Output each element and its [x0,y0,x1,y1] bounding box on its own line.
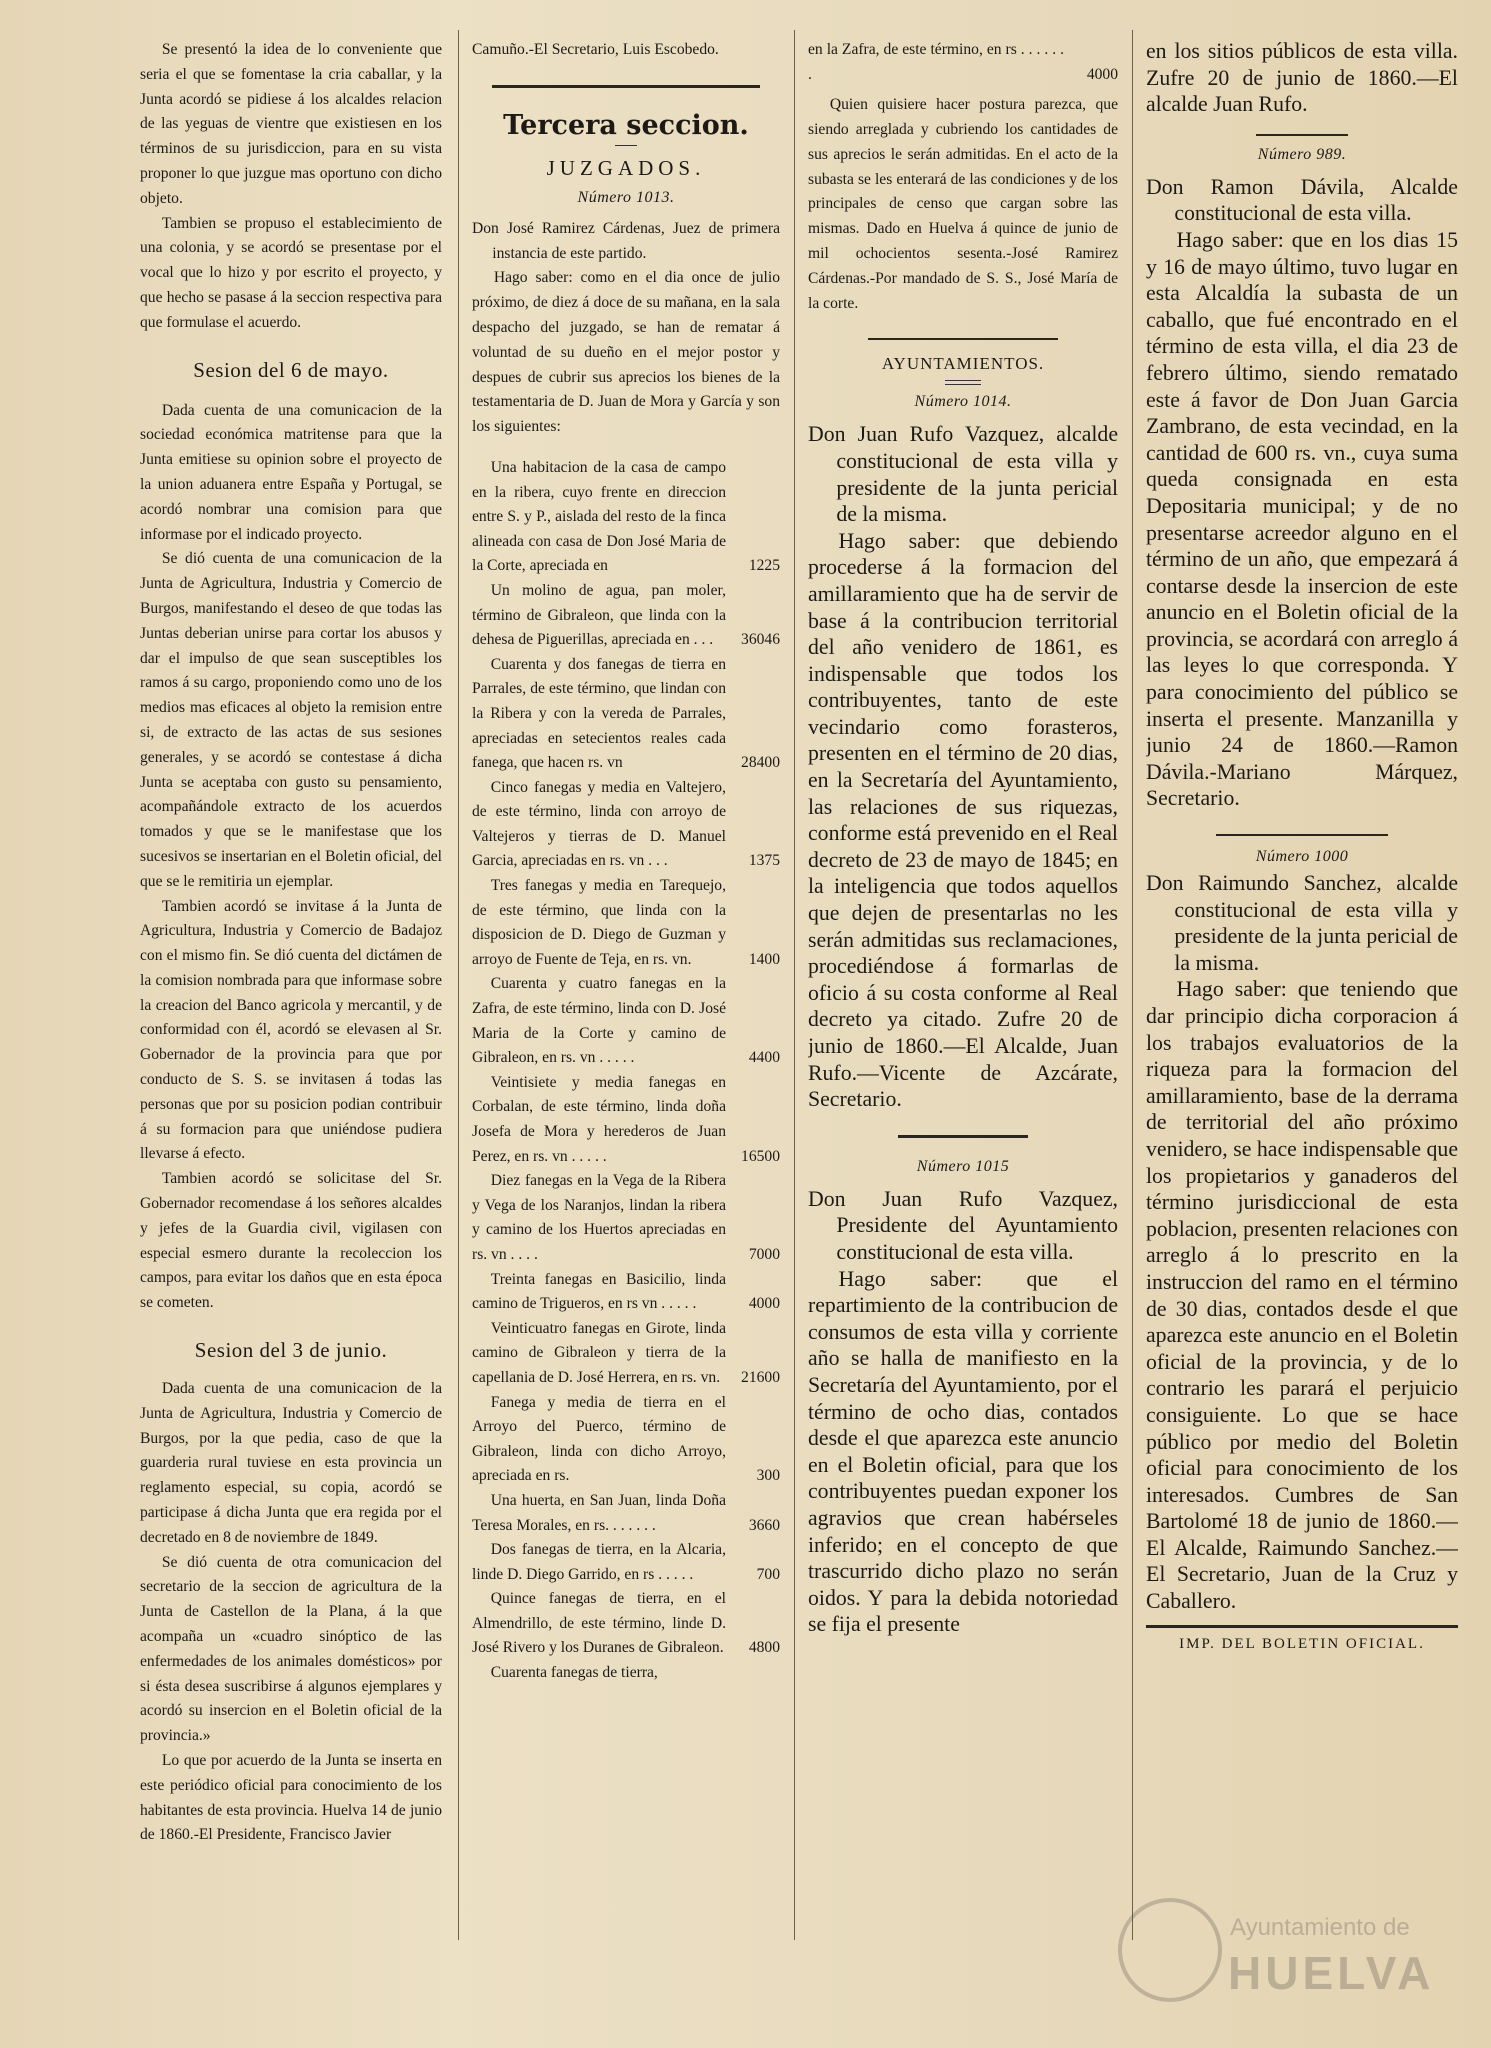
column-rule [1132,30,1133,1940]
column-rule [458,30,459,1940]
paragraph: Quien quisiere hacer postura parezca, que siendo arreglada y cubriendo los cantidades de sus aprecios le serán admitidas. En el acto de la subasta se les enterará de las condiciones y de los principales de censo que cargan sobre las mismas. Dado en Huelva á quince de junio de mil ochocientos sesenta.-José Ramirez Cárdenas.-Por mandado de S. S., José María de la corte. [808,96,1118,312]
paragraph: Hago saber: como en el dia once de julio próximo, de diez á doce de su mañana, en la sala despacho del juzgado, se han de rematar á voluntad de su dueño en el mejor postor y despues de cubrir sus aprecios los bienes de la testamentaria de D. Juan de Mora y García y son los siguientes: [472,269,780,436]
property-item [472,1538,780,1587]
property-text: Una habitacion de la casa de campo en la ribera, cuyo frente en direccion entre S. y P., aislada del resto de la finca alineada con casa de Don José Maria de la Corte, apreciada en [472,458,726,575]
property-item [472,1169,780,1267]
property-item [472,1489,780,1538]
property-text: Una huerta, en San Juan, linda Doña Teresa Morales, en rs. . . . . . . [472,1491,726,1534]
property-value: 3660 [748,1516,780,1534]
property-value: 4000 [748,1295,780,1313]
announcement-number: Número 1014. [914,393,1012,411]
paragraph: Se dió cuenta de otra comunicacion del secretario de la seccion de agricultura de la Junta de Castellon de la Plana, á la que acompaña un «cuadro sinóptico de las enfermedades de los animales domésticos» por si ésta desea suscribirse á algunos ejemplares y acordó su insercion en el Boletin oficial de la provincia.» [140,1553,442,1745]
property-item [472,1587,780,1661]
continued-text: en los sitios públicos de esta villa. Zufre 20 de junio de 1860.—El alcalde Juan Rufo. [1146,39,1458,117]
watermark-line-1: Ayuntamiento de [1230,1914,1410,1941]
paragraph: Dada cuenta de una comunicacion de la Junta de Agricultura, Industria y Comercio de Burgos, por la que pedia, caso de que la guarderia rural tuviese en esta provincia un reglamento especial, su copia, acordó se participase á dicha Junta que era regida por el decretado en 8 de noviembre de 1849. [140,1380,442,1546]
divider [492,85,760,88]
paragraph: Lo que por acuerdo de la Junta se inserta en este periódico oficial para conocimiento de los habitantes de esta provincia. Huelva 14 de junio de 1860.-El Presidente, Francisco Javier [140,1752,442,1844]
property-text: Cuarenta y dos fanegas de tierra en Parrales, de este término, que lindan con la Ribera y con la vereda de Parrales, apreciadas en setecientos reales cada fanega, que hacen rs. vn [472,655,726,772]
archive-watermark [1110,1888,1480,2038]
announcement-number: Número 1013. [577,188,675,206]
property-value: 300 [756,1467,780,1485]
session-heading: Sesion del 3 de junio. [194,1338,388,1363]
property-list [472,456,780,1686]
property-value: 36046 [741,631,780,649]
subsection-title: JUZGADOS. [546,155,706,180]
divider [1216,834,1388,836]
property-item [472,653,780,776]
divider [1256,134,1348,136]
announcement-number: Número 1015 [916,1157,1010,1175]
property-value: 700 [756,1565,780,1583]
paragraph: Tambien acordó se solicitase del Sr. Gobernador recomendase á los señores alcaldes y jefes de la Guardia civil, vigilasen con especial esmero durante la recoleccion los campos, para evitar los daños que en esta época se cometen. [140,1170,442,1312]
property-text: Tres fanegas y media en Tarequejo, de este término, que linda con la disposicion de D. Diego de Guzman y arroyo de Fuente de Teja, en rs. vn. [472,877,726,968]
property-item [808,38,1118,87]
column-1 [140,38,442,1848]
continued-signature: Camuño.-El Secretario, Luis Escobedo. [472,41,719,58]
property-value: 4800 [748,1639,780,1657]
property-item [472,1071,780,1169]
paragraph: Tambien acordó se invitase á la Junta de Agricultura, Industria y Comercio de Badajoz con el mismo fin. Se dió cuenta del dictámen de la comision nombrada para que informase sobre la creacion del Banco agricola y mercantil, y de conformidad con él, acordó se elevasen al Sr. Gobernador de la provincia para que por conducto de S. S. se invitasen á todas las personas que por su posicion podian contribuir á su formacion para que uniéndose pudiera llevarse á efecto. [140,897,442,1163]
divider [615,145,637,146]
column-4 [1146,38,1458,1653]
property-text: Fanega y media de tierra en el Arroyo del Puerco, término de Gibraleon, linda con dicho Arroyo, apreciada en rs. [472,1393,726,1485]
column-2 [472,38,780,1686]
paragraph: Hago saber: que en los dias 15 y 16 de mayo último, tuvo lugar en esta Alcaldía la subasta de un caballo, que fué encontrado en el término de esta villa, el dia 23 de febrero último, siendo rematado este á favor de Don Juan Garcia Zambrano, de esta vecindad, en la cantidad de 600 rs. vn., cuya suma queda consignada en esta Depositaria municipal; y de no presentarse acreedor alguno en el término de un año, que empezará á contarse desde la insercion de este anuncio en el Boletin oficial de la provincia, se acordará con arreglo á las leyes lo que corresponda. Y para conocimiento del público se inserta el presente. Manzanilla y junio 24 de 1860.—Ramon Dávila.-Mariano Márquez, Secretario. [1146,227,1458,811]
property-item [472,1317,780,1391]
announcement-number: Número 989. [1257,145,1347,163]
property-item [472,972,780,1070]
property-value: 28400 [741,754,780,772]
spacer [472,440,780,456]
property-text: Veinticuatro fanegas en Girote, linda camino de Gibraleon y tierra de la capellania de D. José Herrera, en rs. vn. [472,1319,726,1386]
property-item [472,1268,780,1317]
property-item [472,1661,780,1686]
announcement-intro: Don Juan Rufo Vazquez, Presidente del Ayuntamiento constitucional de esta villa. [808,1186,1118,1264]
property-text: Cinco fanegas y media en Valtejero, de este término, linda con arroyo de Valtejeros y tierras de D. Manuel Garcia, apreciadas en rs. vn . . . [472,778,726,870]
property-text: Veintisiete y media fanegas en Corbalan, de este término, linda doña Josefa de Mora y herederos de Juan Perez, en rs. vn . . . . . [472,1073,726,1165]
paragraph: Se dió cuenta de una comunicacion de la Junta de Agricultura, Industria y Comercio de Burgos, manifestando el deseo de que todas las Juntas deberian unirse para cortar los abusos y dar el impulso de que sean susceptibles los ramos á su cargo, proponiendo como uno de los medios mas eficaces al objeto la remision entre si, de extracto de las actas de sus sesiones generales, y se acordó se contestase á dicha Junta se aceptaba con gusto su pensamiento, acompañándole extracto de los acuerdos tomados y que se le manifestase que los sucesivos se insertarian en el Boletin oficial, del que se le remitiria un ejemplar. [140,550,442,890]
property-text: Cuarenta y cuatro fanegas en la Zafra, de este término, linda con D. José Maria de la Corte y camino de Gibraleon, en rs. vn . . . . . [472,975,726,1067]
property-value: 16500 [741,1147,780,1165]
property-item [472,456,780,579]
property-text: Quince fanegas de tierra, en el Almendrillo, de este término, linde D. José Rivero y los Duranes de Gibraleon. [472,1590,726,1657]
property-item [472,1391,780,1489]
session-heading: Sesion del 6 de mayo. [193,357,389,382]
property-text: Dos fanegas de tierra, en la Alcaria, linde D. Diego Garrido, en rs . . . . . [472,1541,726,1583]
property-text: Treinta fanegas en Basicilio, linda camino de Trigueros, en rs vn . . . . . [472,1270,726,1313]
property-value: 1375 [748,852,780,870]
paragraph: Hago saber: que teniendo que dar principio dicha corporacion á los trabajos evaluatorios de la riqueza para la formacion del amillaramiento, base de la derrama de territorial del año próximo venidero, se hace indispensable que los propietarios y ganaderos del término jurisdiccional de esta poblacion, presenten relaciones con arreglo á lo prescrito en la instruccion del ramo en el término de 30 dias, contados desde el que aparezca este anuncio en el Boletin oficial de la provincia, y de lo contrario les parará el perjuicio consiguiente. Lo que se hace público por medio del Boletin oficial para conocimiento de los interesados. Cumbres de San Bartolomé 18 de junio de 1860.—El Alcalde, Raimundo Sanchez.—El Secretario, Juan de la Cruz y Caballero. [1146,977,1458,1614]
divider [898,1135,1028,1138]
column-3 [808,38,1118,1638]
property-item [472,874,780,972]
watermark-line-2: HUELVA [1228,1947,1435,1999]
announcement-intro: Don Raimundo Sanchez, alcalde constitucional de esta villa y presidente de la junta pericial de la misma. [1146,871,1458,975]
announcement-intro: Don José Ramirez Cárdenas, Juez de primera instancia de este partido. [472,219,780,262]
section-title: Tercera seccion. [503,109,749,141]
property-text: Diez fanegas en la Vega de la Ribera y Vega de los Naranjos, lindan la ribera y camino de los Huertos apreciadas en rs. vn . . . . [472,1172,726,1263]
property-text: Un molino de agua, pan moler, término de Gibraleon, que linda con la dehesa de Piguerillas, apreciada en . . . [472,581,726,649]
property-text: Cuarenta fanegas de tierra, [490,1664,658,1682]
paragraph: Dada cuenta de una comunicacion de la sociedad económica matritense para que la Junta emitiese su opinion sobre el proyecto de la union aduanera entre España y Portugal, se acordó nombrar una comision para que informase por el indicado proyecto. [140,401,442,543]
property-item [472,776,780,874]
paragraph: Tambien se propuso el establecimiento de una colonia, y se acordó se presentase por el vocal que lo hizo y por escrito el proyecto, y que hecho se pasase á la seccion respectiva para que formulase el acuerdo. [140,214,442,331]
column-rule [794,30,795,1940]
property-value: 7000 [748,1245,780,1263]
paragraph: Hago saber: que el repartimiento de la contribucion de consumos de esta villa y corriente año se halla de manifiesto en la Secretaría del Ayuntamiento, por el término de ocho dias, contados desde el que aparezca este anuncio en el Boletin oficial, para que los contribuyentes puedan exponer los agravios que crean habérseles inferido; en el concepto de que trascurrido dicho plazo no serán oidos. Y para la debida notoriedad se fija el presente [808,1266,1118,1637]
property-value: 21600 [741,1368,780,1386]
announcement-number: Número 1000 [1255,848,1349,866]
property-text: en la Zafra, de este término, en rs . . . . . . . [808,41,1064,83]
property-value: 1400 [748,950,780,968]
paragraph: Hago saber: que debiendo procederse á la formacion del amillaramiento que ha de servir de base á la contribucion territorial del año venidero de 1861, es indispensable que todos los contribuyentes, tanto de este vecindario como forasteros, presenten en el término de 20 dias, en la Secretaría del Ayuntamiento, las relaciones de sus riquezas, conforme está prevenido en el Real decreto de 23 de mayo de 1845; en la inteligencia que todos aquellos que dejen de presentarlas no les serán admitidas sus reclamaciones, procediéndose á formarlas de oficio á su costa conforme al Real decreto ya citado. Zufre 20 de junio de 1860.—El Alcalde, Juan Rufo.—Vicente de Azcárate, Secretario. [808,528,1118,1112]
printer-imprint: IMP. DEL BOLETIN OFICIAL. [1146,1625,1458,1653]
coat-of-arms-icon [1118,1898,1222,2002]
announcement-intro: Don Juan Rufo Vazquez, alcalde constitucional de esta villa y presidente de la junta pericial de la misma. [808,422,1118,527]
announcement-intro: Don Ramon Dávila, Alcalde constitucional de esta villa. [1146,174,1458,226]
property-value: 4000 [1086,65,1118,83]
paragraph: Se presentó la idea de lo conveniente que seria el que se fomentase la cria caballar, y la Junta acordó se pidiese á los alcaldes relacion de las yeguas de vientre que existiesen en los términos de su jurisdiccion, para en su vista proponer lo que juzgue mas oportuno con dicho objeto. [140,41,442,207]
section-title: AYUNTAMIENTOS. [881,354,1045,374]
divider [868,338,1058,340]
property-value: 4400 [748,1049,780,1067]
property-item [472,579,780,653]
divider [945,380,981,385]
property-value: 1225 [748,557,780,575]
